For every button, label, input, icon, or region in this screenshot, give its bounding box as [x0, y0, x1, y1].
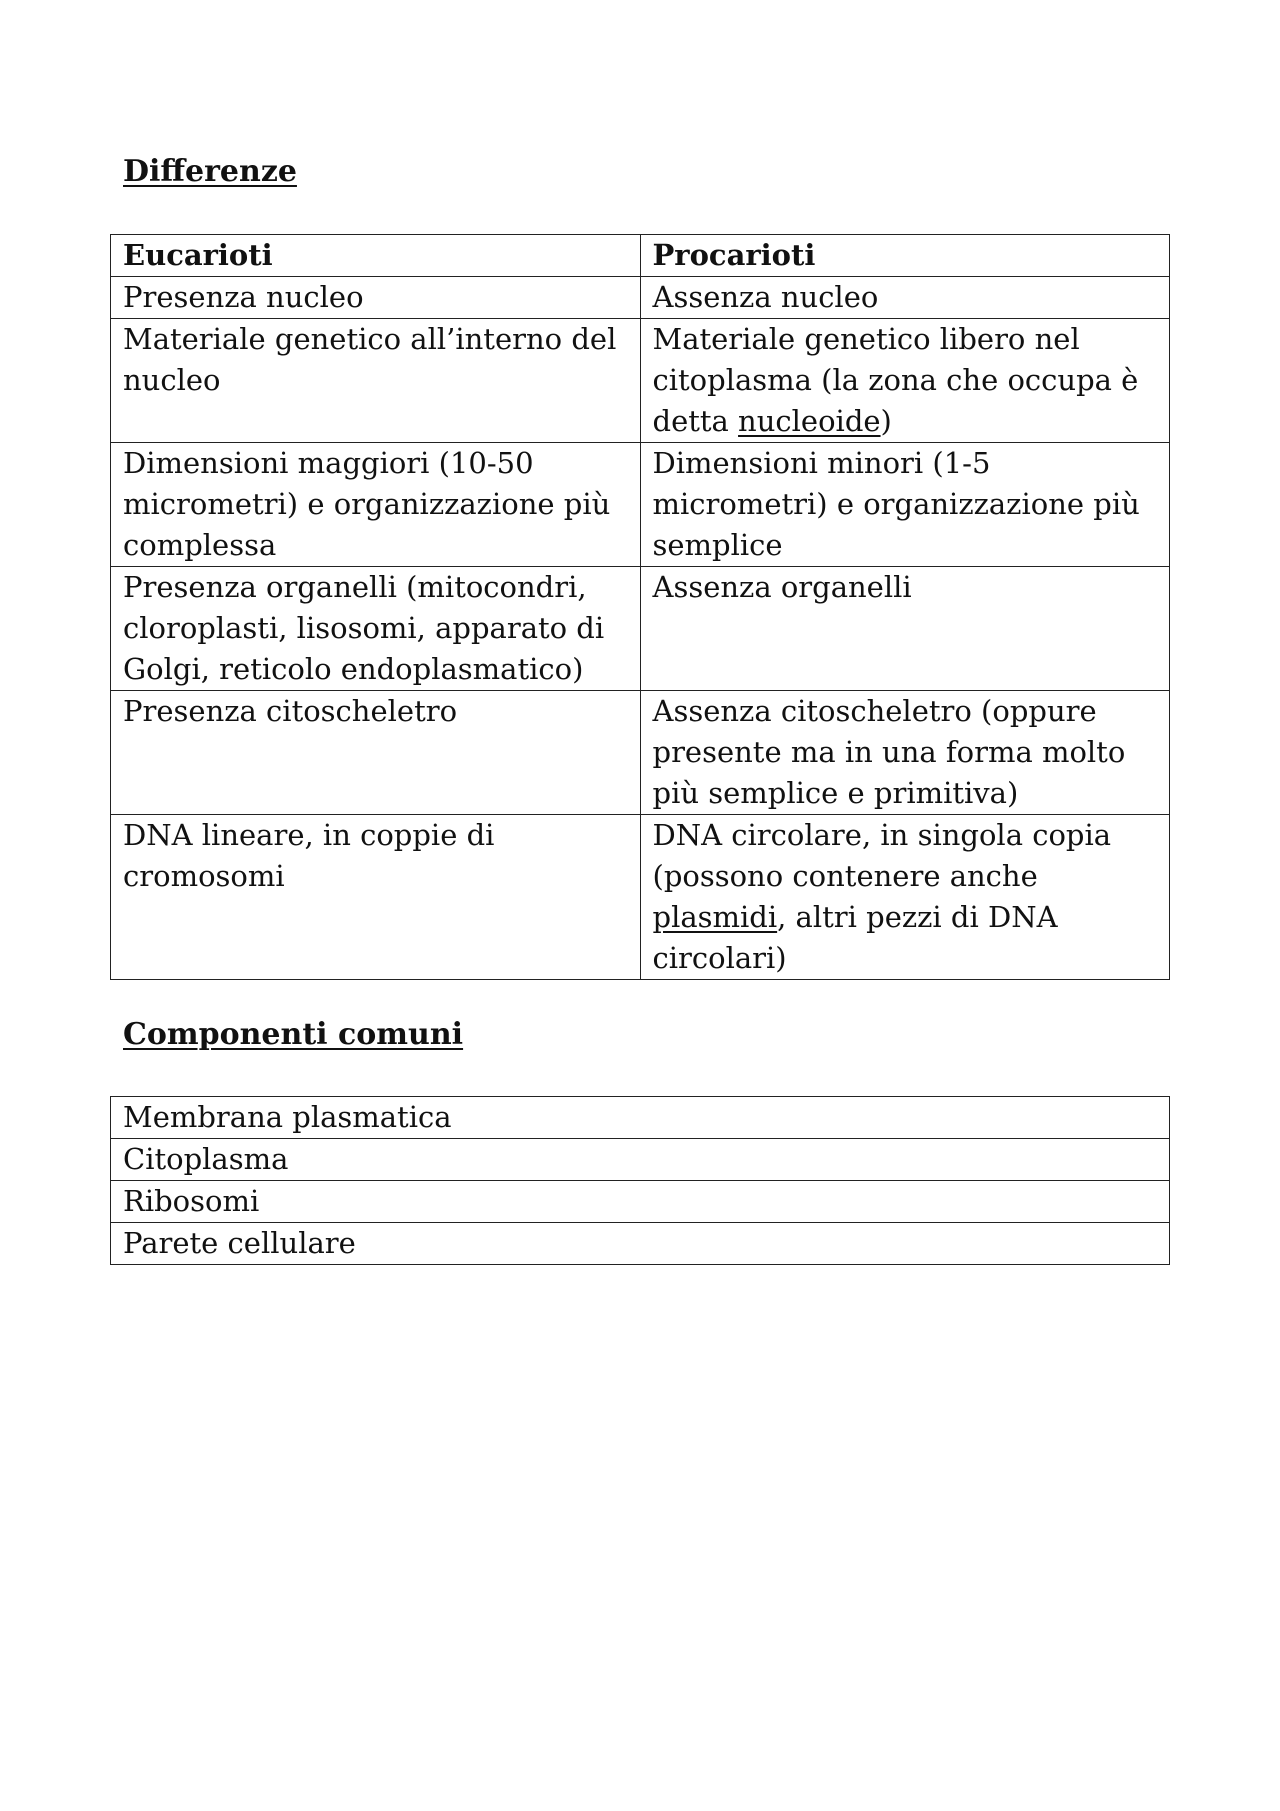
cell-prokaryotes: Dimensioni minori (1-5 micrometri) e organizzazione più semplice [640, 443, 1170, 567]
cell-text: , altri pezzi di DNA circolari) [652, 900, 1058, 975]
cell-eukaryotes: DNA lineare, in coppie di cromosomi [111, 815, 641, 980]
table-row [111, 815, 1170, 980]
table-row [111, 567, 1170, 691]
cell-prokaryotes [640, 319, 1170, 443]
cell-eukaryotes: Materiale genetico all’interno del nucleo [111, 319, 641, 443]
differences-table [110, 234, 1170, 980]
table-row [111, 691, 1170, 815]
header-eukaryotes: Eucarioti [111, 235, 641, 277]
common-component-cell: Citoplasma [111, 1139, 1170, 1181]
cell-eukaryotes: Dimensioni maggiori (10-50 micrometri) e organizzazione più complessa [111, 443, 641, 567]
cell-prokaryotes [640, 815, 1170, 980]
cell-eukaryotes: Presenza citoscheletro [111, 691, 641, 815]
table-row [111, 319, 1170, 443]
common-components-table [110, 1096, 1170, 1265]
table-row [111, 443, 1170, 567]
common-component-cell: Ribosomi [111, 1181, 1170, 1223]
common-component-cell: Parete cellulare [111, 1223, 1170, 1265]
cell-eukaryotes: Presenza nucleo [111, 277, 641, 319]
underlined-term-nucleoide: nucleoide [738, 404, 881, 438]
underlined-term-plasmidi: plasmidi [652, 900, 778, 934]
table-row [111, 1223, 1170, 1265]
cell-prokaryotes: Assenza citoscheletro (oppure presente ma in una forma molto più semplice e primitiva) [640, 691, 1170, 815]
cell-text: DNA circolare, in singola copia (possono contenere anche [652, 818, 1112, 893]
table-row [111, 1097, 1170, 1139]
table-row [111, 277, 1170, 319]
cell-prokaryotes: Assenza nucleo [640, 277, 1170, 319]
table-row [111, 1181, 1170, 1223]
table-header-row [111, 235, 1170, 277]
cell-text: ) [880, 404, 892, 438]
common-components-heading: Componenti comuni [123, 1017, 464, 1052]
cell-text: Materiale genetico libero nel citoplasma (la zona che occupa è detta [652, 322, 1139, 438]
cell-prokaryotes: Assenza organelli [640, 567, 1170, 691]
common-component-cell: Membrana plasmatica [111, 1097, 1170, 1139]
differences-heading: Differenze [123, 154, 297, 189]
header-prokaryotes: Procarioti [640, 235, 1170, 277]
table-row [111, 1139, 1170, 1181]
cell-eukaryotes: Presenza organelli (mitocondri, cloroplasti, lisosomi, apparato di Golgi, reticolo endoplasmatico) [111, 567, 641, 691]
